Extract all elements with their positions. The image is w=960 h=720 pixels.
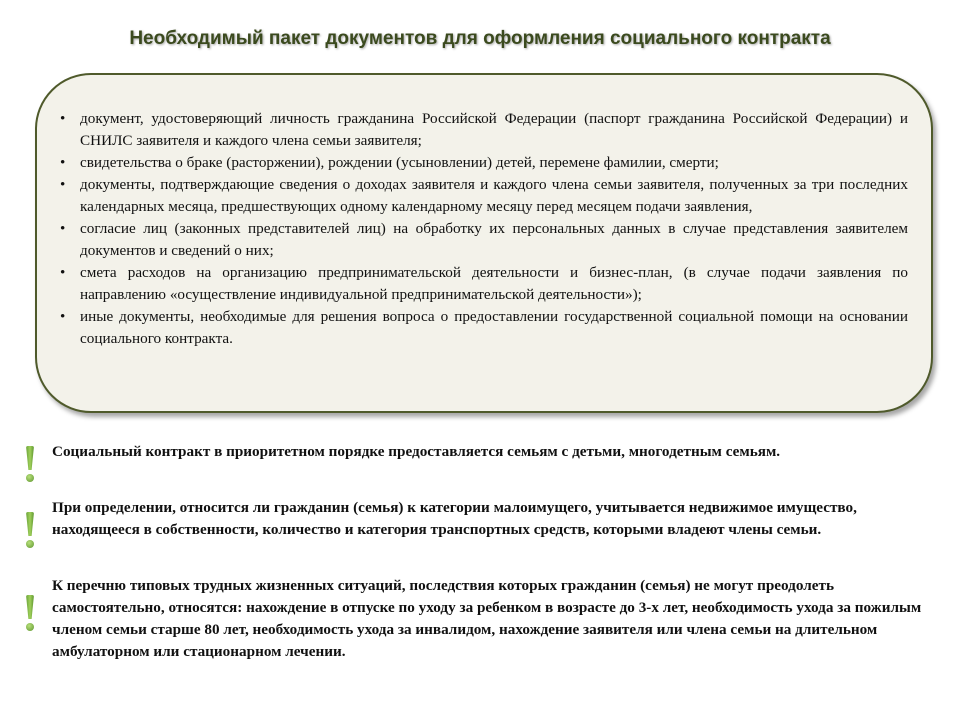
list-item-text: иные документы, необходимые для решения вопроса о предоставлении государственной социальной помощи на основании социального контракта.	[80, 308, 908, 347]
list-item-text: свидетельства о браке (расторжении), рождении (усыновлении) детей, перемене фамилии, смерти;	[80, 154, 719, 171]
bullet-icon: •	[60, 110, 66, 127]
page-title: Необходимый пакет документов для оформления социального контракта	[129, 28, 831, 49]
bullet-icon: •	[60, 308, 66, 325]
bullet-icon: •	[60, 220, 66, 237]
list-item-text: документы, подтверждающие сведения о доходах заявителя и каждого члена семьи заявителя, полученных за три последних календарных месяца, предшествующих одному календарному месяцу перед месяцем подачи заявления,	[80, 176, 908, 215]
note-difficult-situations: К перечню типовых трудных жизненных ситуаций, последствия которых гражданин (семья) не могут преодолеть самостоятельно, относятся: нахождение в отпуске по уходу за ребенком в возрасте до 3-х лет, необходимость ухода за пожилым членом семьи старше 80 лет, необходимость ухода за инвалидом, нахождение заявителя или члена семьи на длительном амбулаторном или стационарном лечении.	[52, 577, 922, 660]
bullet-icon: •	[60, 264, 66, 281]
note-priority-families: Социальный контракт в приоритетном порядке предоставляется семьям с детьми, многодетным семьям.	[52, 443, 781, 460]
list-item-text: согласие лиц (законных представителей лиц) на обработку их персональных данных в случае представления заявителем документов и сведений о них;	[80, 220, 908, 259]
list-item-text: документ, удостоверяющий личность гражданина Российской Федерации (паспорт гражданина Российской Федерации) и СНИЛС заявителя и каждого члена семьи заявителя;	[80, 110, 908, 149]
note-low-income-criteria: При определении, относится ли гражданин (семья) к категории малоимущего, учитывается недвижимое имущество, находящееся в собственности, количество и категория транспортных средств, которыми владеют члены семьи.	[52, 499, 857, 538]
bullet-icon: •	[60, 176, 66, 193]
list-item-text: смета расходов на организацию предпринимательской деятельности и бизнес-план, (в случае подачи заявления по направлению «осуществление индивидуальной предпринимательской деятельности»);	[80, 264, 908, 303]
bullet-icon: •	[60, 154, 66, 171]
